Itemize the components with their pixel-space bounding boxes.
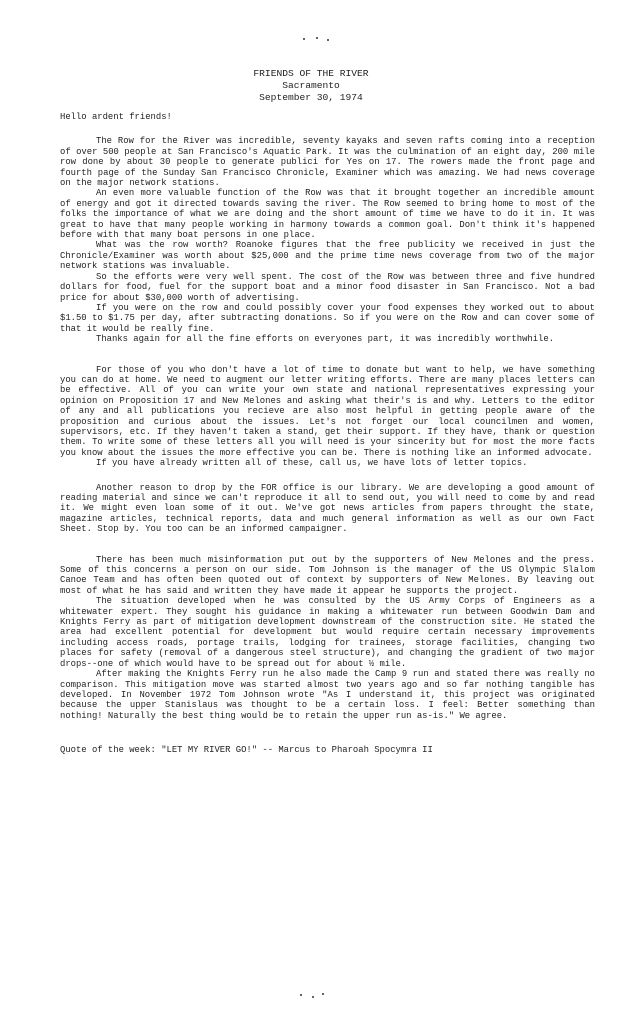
letterhead — [0, 68, 622, 104]
scan-speck — [300, 994, 302, 996]
paragraph: An even more valuable function of the Row was that it brought together an incredible amount of energy and got it directed towards saving the river. The Row seemed to bring home to most of the folks the importance of what we are doing and the short amount of time we have to do it in. It was great to have that many people working in harmony towards a common goal. Don't think it's happened before with that many boat persons in one place. — [60, 188, 595, 241]
quote-of-the-week: Quote of the week: "LET MY RIVER GO!" -- Marcus to Pharoah Spocymra II — [60, 745, 433, 756]
paragraph: Thanks again for all the fine efforts on everyones part, it was incredibly worthwhile. — [96, 334, 555, 345]
paragraph: What was the row worth? Roanoke figures that the free publicity we received in just the Chronicle/Examiner was worth about $25,000 and the prime time news coverage from two of the major network stations was invaluable. — [60, 240, 595, 272]
org-name: FRIENDS OF THE RIVER — [253, 68, 369, 79]
city: Sacramento — [282, 80, 340, 91]
section-misinformation — [60, 555, 595, 722]
paragraph: So the efforts were very well spent. The cost of the Row was between three and five hundred dollars for food, fuel for the support boat and a minor food disaster in San Francisco. Not a bad price for about $30,000 worth of advertising. — [60, 271, 595, 303]
paragraph: The Row for the River was incredible, seventy kayaks and seven rafts coming into a reception of over 500 people at San Francisco's Aquatic Park. It was the culmination of an eight day, 200 mile row done by about 30 people to generate publici for Yes on 17. The rowers made the front page and fourth page of the Sunday San Francisco Chronicle, Examiner which was amazing. We had news coverage on the major network stations. — [60, 136, 595, 189]
salutation: Hello ardent friends! — [60, 112, 172, 122]
paragraph: If you were on the row and could possibly cover your food expenses they worked out to about $1.50 to $1.75 per day, after subtracting donations. So if you were on the Row and can cover some of that it would be really fine. — [60, 302, 595, 334]
letter-body — [60, 112, 595, 756]
section-library — [60, 483, 595, 535]
paragraph: Another reason to drop by the FOR office is our library. We are developing a good amount of reading material and since we can't reproduce it all to send out, you will need to come by and read it. We might even loan some of it out. We've got news articles from papers throught the state, magazine articles, technical reports, data and much general information as well as our own Fact Sheet. Stop by. You too can be an informed campaigner. — [60, 482, 595, 535]
paragraph: For those of you who don't have a lot of time to donate but want to help, we have something you can do at home. We need to augment our letter writing efforts. There are many places letters can be effective. All of you can write your own state and national representatives expressing your opinion on Proposition 17 and New Melones and asking what their's is and why. Letters to the editor of any and all publications you recieve are also most helpful in getting people aware of the proposition and curious about the issues. Let's not forget our local councilmen and women, supervisors, etc. If they haven't taken a stand, get their support. If they have, thank or question them. To write some of these letters all you will need is your sincerity but for most the more facts you know about the issues the more effective you can be. There is nothing like an informed advocate. — [60, 364, 595, 458]
scan-speck — [327, 39, 329, 41]
section-letter-writing — [60, 365, 595, 469]
section-row-for-river — [60, 136, 595, 344]
scan-speck — [303, 38, 305, 40]
letter-date: September 30, 1974 — [259, 92, 363, 103]
scan-speck — [322, 993, 324, 995]
paragraph: The situation developed when he was consulted by the US Army Corps of Engineers as a whitewater expert. They sought his guidance in making a whitewater run between Goodwin Dam and Knights Ferry as part of mitigation development downstream of the construction site. He stated the area had excellent potential for development but would require certain necessary improvements including access roads, portage trails, lodging for trainees, storage facilities, changing two places for safety (removal of a dangerous steel structure), and changing the gradient of two major drops--one of which would have to be spread out for about ½ mile. — [60, 596, 595, 669]
paragraph: After making the Knights Ferry run he also made the Camp 9 run and stated there was really no comparison. This mitigation move was started almost two years ago and so far nothing tangible has developed. In November 1972 Tom Johnson wrote "As I understand it, this project was originated because the upper Stanislaus was thought to be a certain loss. I feel: Better something than nothing! Naturally the best thing would be to retain the upper run as-is." We agree. — [60, 669, 595, 721]
paragraph: There has been much misinformation put out by the supporters of New Melones and the press. Some of this concerns a person on our side. Tom Johnson is the manager of the US Olympic Slalom Canoe Team and has often been quoted out of context by supporters of New Melones. By leaving out most of what he has said and written they have made it appear he supports the project. — [60, 554, 595, 596]
scan-speck — [312, 996, 314, 998]
scan-speck — [316, 37, 318, 39]
paragraph: If you have already written all of these, call us, we have lots of letter topics. — [96, 458, 528, 469]
